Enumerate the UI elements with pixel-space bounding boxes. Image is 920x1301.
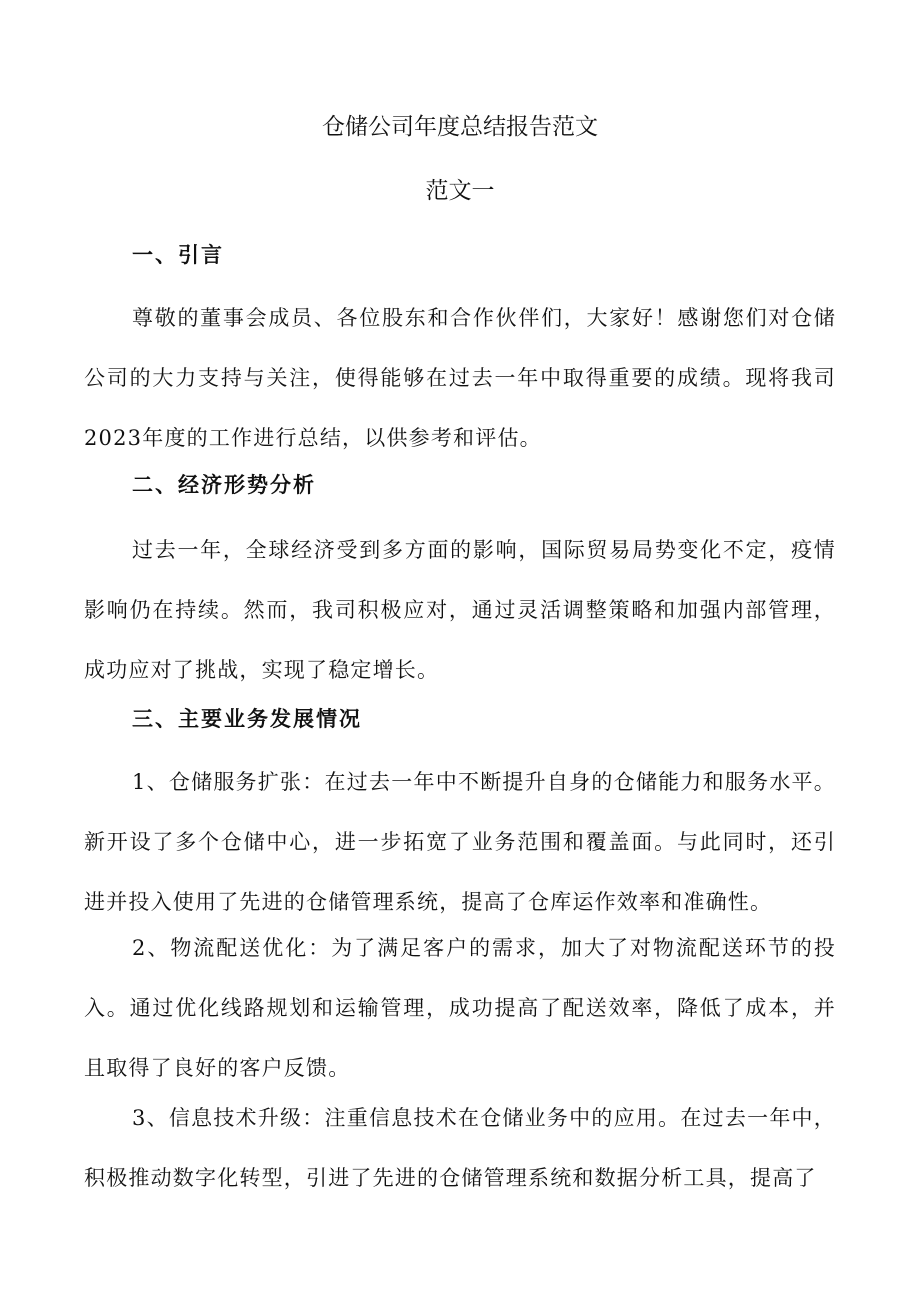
section-heading-introduction: 一、引言 — [132, 242, 224, 267]
business-item-paragraph: 2、物流配送优化：为了满足客户的需求，加大了对物流配送环节的投入。通过优化线路规划和运输管理，成功提高了配送效率，降低了成本，并且取得了良好的客户反馈。 — [84, 936, 836, 1080]
section-heading-economic-analysis: 二、经济形势分析 — [132, 472, 316, 497]
business-item-paragraph: 1、仓储服务扩张：在过去一年中不断提升自身的仓储能力和服务水平。新开设了多个仓储中心，进一步拓宽了业务范围和覆盖面。与此同时，还引进并投入使用了先进的仓储管理系统，提高了仓库运作效率和准确性。 — [84, 770, 836, 914]
economic-analysis-paragraph: 过去一年，全球经济受到多方面的影响，国际贸易局势变化不定，疫情影响仍在持续。然而，我司积极应对，通过灵活调整策略和加强内部管理，成功应对了挑战，实现了稳定增长。 — [84, 538, 836, 682]
section-heading-business-development: 三、主要业务发展情况 — [132, 706, 362, 731]
business-item-paragraph: 3、信息技术升级：注重信息技术在仓储业务中的应用。在过去一年中，积极推动数字化转型，引进了先进的仓储管理系统和数据分析工具，提高了 — [84, 1106, 836, 1190]
introduction-paragraph: 尊敬的董事会成员、各位股东和合作伙伴们，大家好！感谢您们对仓储公司的大力支持与关注，使得能够在过去一年中取得重要的成绩。现将我司2023年度的工作进行总结，以供参考和评估。 — [84, 306, 836, 450]
document-subtitle: 范文一 — [425, 178, 495, 204]
document-title: 仓储公司年度总结报告范文 — [322, 114, 598, 140]
